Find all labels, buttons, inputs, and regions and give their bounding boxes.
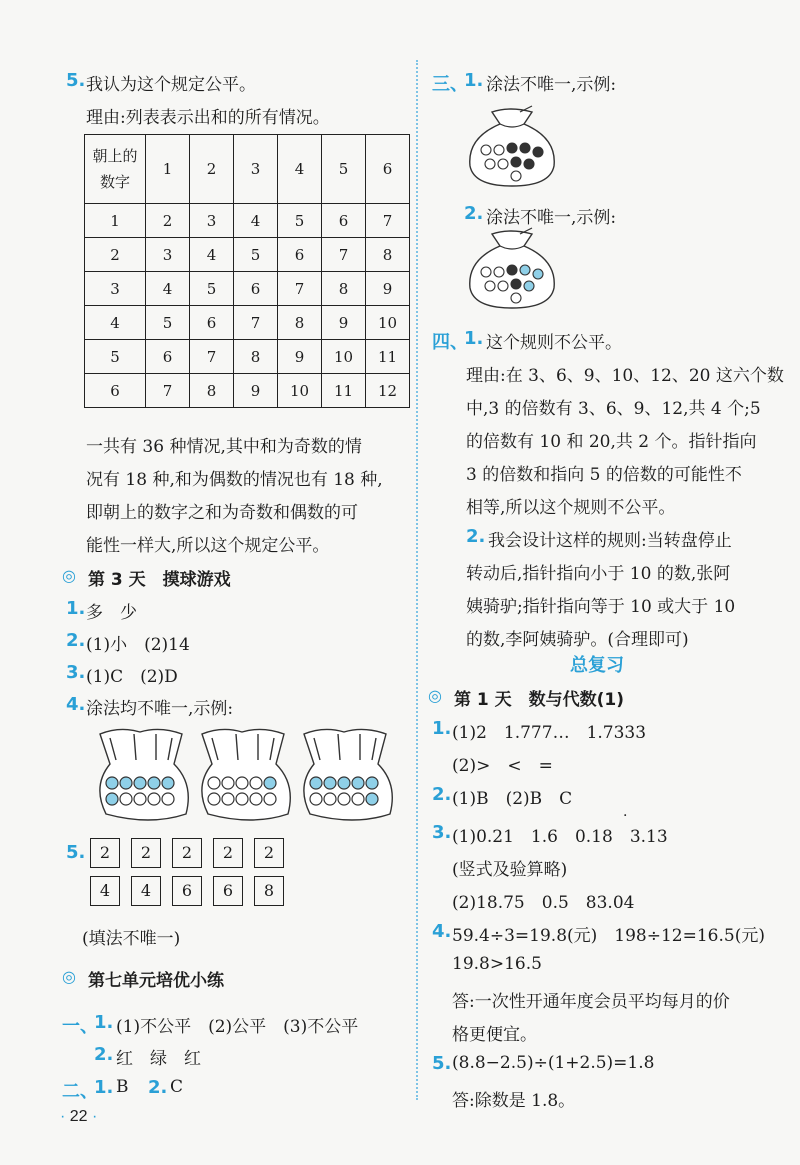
repeating-decimal-dot-icon: · <box>623 808 628 824</box>
table-cell: 3 <box>85 272 146 306</box>
table-row <box>85 272 410 306</box>
u7-s2-q1-number: 1. <box>94 1077 114 1098</box>
d3-q5-number: 5. <box>66 842 86 863</box>
bag-example-1 <box>462 104 562 189</box>
table-cell: 4 <box>146 272 190 306</box>
r-q5-line2: 答:除数是 1.8。 <box>452 1091 576 1111</box>
table-col-header: 5 <box>322 135 366 204</box>
section-marker-icon: ◎ <box>62 967 76 986</box>
table-cell: 5 <box>234 238 278 272</box>
s4-reason-line-3: 的倍数有 10 和 20,共 2 个。指针指向 <box>466 432 757 452</box>
ball-bag-3 <box>304 729 392 820</box>
s3-q1-answer: 涂法不唯一,示例: <box>486 75 617 95</box>
table-row <box>85 340 410 374</box>
page-dot-right-icon: · <box>92 1108 98 1125</box>
table-cell: 7 <box>278 272 322 306</box>
column-divider <box>416 60 418 1100</box>
r-q5-line1: (8.8−2.5)÷(1+2.5)=1.8 <box>452 1053 655 1073</box>
d3-q2-number: 2. <box>66 630 86 651</box>
table-cell: 2 <box>85 238 146 272</box>
number-box: 8 <box>254 876 284 906</box>
r-q3-note: (竖式及验算略) <box>452 860 568 880</box>
table-row <box>85 374 410 408</box>
q5-answer: 我认为这个规定公平。 <box>86 75 256 95</box>
d3-q2-answer: (1)小 (2)14 <box>86 635 190 655</box>
table-row <box>85 204 410 238</box>
r-q1-number: 1. <box>432 718 452 739</box>
r-q4-line4: 格更便宜。 <box>452 1025 537 1045</box>
r-q4-line3: 答:一次性开通年度会员平均每月的价 <box>452 992 730 1012</box>
q5-number: 5. <box>66 70 86 91</box>
number-box: 4 <box>131 876 161 906</box>
table-cell: 8 <box>234 340 278 374</box>
table-cell: 6 <box>234 272 278 306</box>
table-cell: 8 <box>190 374 234 408</box>
r-q5-number: 5. <box>432 1053 452 1074</box>
table-cell: 10 <box>366 306 410 340</box>
s4-q2-line-4: 的数,李阿姨骑驴。(合理即可) <box>466 630 689 650</box>
table-cell: 6 <box>278 238 322 272</box>
review-title: 总复习 <box>570 655 624 676</box>
section-marker-icon: ◎ <box>428 686 442 705</box>
summary-line-2: 况有 18 种,和为偶数的情况也有 18 种, <box>86 470 383 490</box>
ball-bags-figure <box>90 724 400 829</box>
table-cell: 7 <box>234 306 278 340</box>
table-cell: 10 <box>322 340 366 374</box>
u7-q1-answer: (1)不公平 (2)公平 (3)不公平 <box>116 1017 359 1037</box>
number-box: 6 <box>213 876 243 906</box>
day3-title: 第 3 天 摸球游戏 <box>88 570 231 590</box>
number-box: 2 <box>172 838 202 868</box>
bag-example-2 <box>462 226 562 311</box>
s4-q2-line-1: 我会设计这样的规则:当转盘停止 <box>488 531 732 551</box>
table-cell: 10 <box>278 374 322 408</box>
sec4-label: 四、 <box>432 332 468 353</box>
s4-reason-line-2: 中,3 的倍数有 3、6、9、12,共 4 个;5 <box>466 399 761 419</box>
ball-bag-1 <box>100 729 188 820</box>
corner-label-line2: 数字 <box>99 173 130 191</box>
table-row <box>85 306 410 340</box>
sum-table <box>84 134 410 408</box>
page-dot-left-icon: · <box>60 1108 66 1125</box>
u7-q1-number: 1. <box>94 1012 114 1033</box>
q5-reason: 理由:列表表示出和的所有情况。 <box>86 108 330 128</box>
table-cell: 5 <box>85 340 146 374</box>
table-col-header: 4 <box>278 135 322 204</box>
day1-title: 第 1 天 数与代数(1) <box>454 690 625 710</box>
u7-s2-q2-answer: C <box>170 1077 184 1097</box>
table-col-header: 3 <box>234 135 278 204</box>
table-col-header: 2 <box>190 135 234 204</box>
page-number-row <box>60 1108 97 1126</box>
number-box: 4 <box>90 876 120 906</box>
u7-section-1: 一、 <box>62 1016 98 1037</box>
number-box: 2 <box>131 838 161 868</box>
d3-q1-number: 1. <box>66 598 86 619</box>
summary-line-4: 能性一样大,所以这个规定公平。 <box>86 536 330 556</box>
table-cell: 9 <box>322 306 366 340</box>
table-cell: 8 <box>278 306 322 340</box>
table-cell: 8 <box>366 238 410 272</box>
table-cell: 9 <box>278 340 322 374</box>
r-q4-line1: 59.4÷3=19.8(元) 198÷12=16.5(元) <box>452 926 765 946</box>
s4-reason-line-1: 理由:在 3、6、9、10、12、20 这六个数 <box>466 366 784 386</box>
table-cell: 7 <box>190 340 234 374</box>
ball-bag-2 <box>202 729 290 820</box>
s3-q2-number: 2. <box>464 203 484 224</box>
table-cell: 1 <box>85 204 146 238</box>
s4-q2-line-3: 姨骑驴;指针指向等于 10 或大于 10 <box>466 597 736 617</box>
table-cell: 11 <box>366 340 410 374</box>
s4-q2-line-2: 转动后,指针指向小于 10 的数,张阿 <box>466 564 731 584</box>
table-cell: 9 <box>234 374 278 408</box>
s4-q1-number: 1. <box>464 328 484 349</box>
r-q2-number: 2. <box>432 784 452 805</box>
r-q3-part1: (1)0.21 1.6 0.18 3.13 <box>452 827 668 847</box>
d3-q3-number: 3. <box>66 662 86 683</box>
table-cell: 4 <box>190 238 234 272</box>
r-q1-part1: (1)2 1.777… 1.7333 <box>452 723 647 743</box>
table-col-header: 1 <box>146 135 190 204</box>
table-col-header: 6 <box>366 135 410 204</box>
table-cell: 4 <box>234 204 278 238</box>
table-cell: 5 <box>278 204 322 238</box>
r-q4-number: 4. <box>432 921 452 942</box>
table-cell: 3 <box>190 204 234 238</box>
table-cell: 7 <box>146 374 190 408</box>
d3-q4-number: 4. <box>66 694 86 715</box>
table-row <box>85 238 410 272</box>
table-cell: 11 <box>322 374 366 408</box>
table-cell: 6 <box>85 374 146 408</box>
number-box: 6 <box>172 876 202 906</box>
s4-reason-line-5: 相等,所以这个规则不公平。 <box>466 498 676 518</box>
u7-q2-answer: 红 绿 红 <box>116 1049 201 1069</box>
number-box: 2 <box>254 838 284 868</box>
table-cell: 4 <box>85 306 146 340</box>
sec3-label: 三、 <box>432 74 468 95</box>
unit7-title: 第七单元培优小练 <box>88 971 224 991</box>
page-number: 22 <box>69 1108 88 1125</box>
table-cell: 7 <box>322 238 366 272</box>
table-cell: 5 <box>190 272 234 306</box>
table-cell: 6 <box>322 204 366 238</box>
corner-label-line1: 朝上的 <box>92 147 138 165</box>
number-box: 2 <box>90 838 120 868</box>
d3-q5-note: (填法不唯一) <box>82 929 181 949</box>
table-cell: 12 <box>366 374 410 408</box>
d3-q3-answer: (1)C (2)D <box>86 667 178 687</box>
table-cell: 7 <box>366 204 410 238</box>
table-cell: 3 <box>146 238 190 272</box>
table-cell: 8 <box>322 272 366 306</box>
u7-s2-q2-number: 2. <box>148 1077 168 1098</box>
s4-q2-number: 2. <box>466 526 486 547</box>
section-marker-icon: ◎ <box>62 566 76 585</box>
r-q3-number: 3. <box>432 822 452 843</box>
u7-s2-q1-answer: B <box>116 1077 129 1097</box>
table-cell: 9 <box>366 272 410 306</box>
r-q2-answer: (1)B (2)B C <box>452 789 573 809</box>
table-cell: 6 <box>190 306 234 340</box>
d3-q1-answer: 多 少 <box>86 603 137 623</box>
u7-q2-number: 2. <box>94 1044 114 1065</box>
r-q1-part2: (2)> < = <box>452 756 553 776</box>
u7-section-2: 二、 <box>62 1081 98 1102</box>
r-q4-line2: 19.8>16.5 <box>452 954 542 974</box>
r-q3-part2: (2)18.75 0.5 83.04 <box>452 893 635 913</box>
s3-q1-number: 1. <box>464 70 484 91</box>
table-cell: 6 <box>146 340 190 374</box>
summary-line-1: 一共有 36 种情况,其中和为奇数的情 <box>86 437 362 457</box>
table-header-row <box>85 135 410 204</box>
s3-q2-answer: 涂法不唯一,示例: <box>486 208 617 228</box>
summary-line-3: 即朝上的数字之和为奇数和偶数的可 <box>86 503 358 523</box>
table-corner-cell <box>85 135 146 204</box>
table-cell: 5 <box>146 306 190 340</box>
d3-q4-answer: 涂法均不唯一,示例: <box>86 699 234 719</box>
s4-q1-answer: 这个规则不公平。 <box>486 333 622 353</box>
number-box: 2 <box>213 838 243 868</box>
table-cell: 2 <box>146 204 190 238</box>
s4-reason-line-4: 3 的倍数和指向 5 的倍数的可能性不 <box>466 465 742 485</box>
